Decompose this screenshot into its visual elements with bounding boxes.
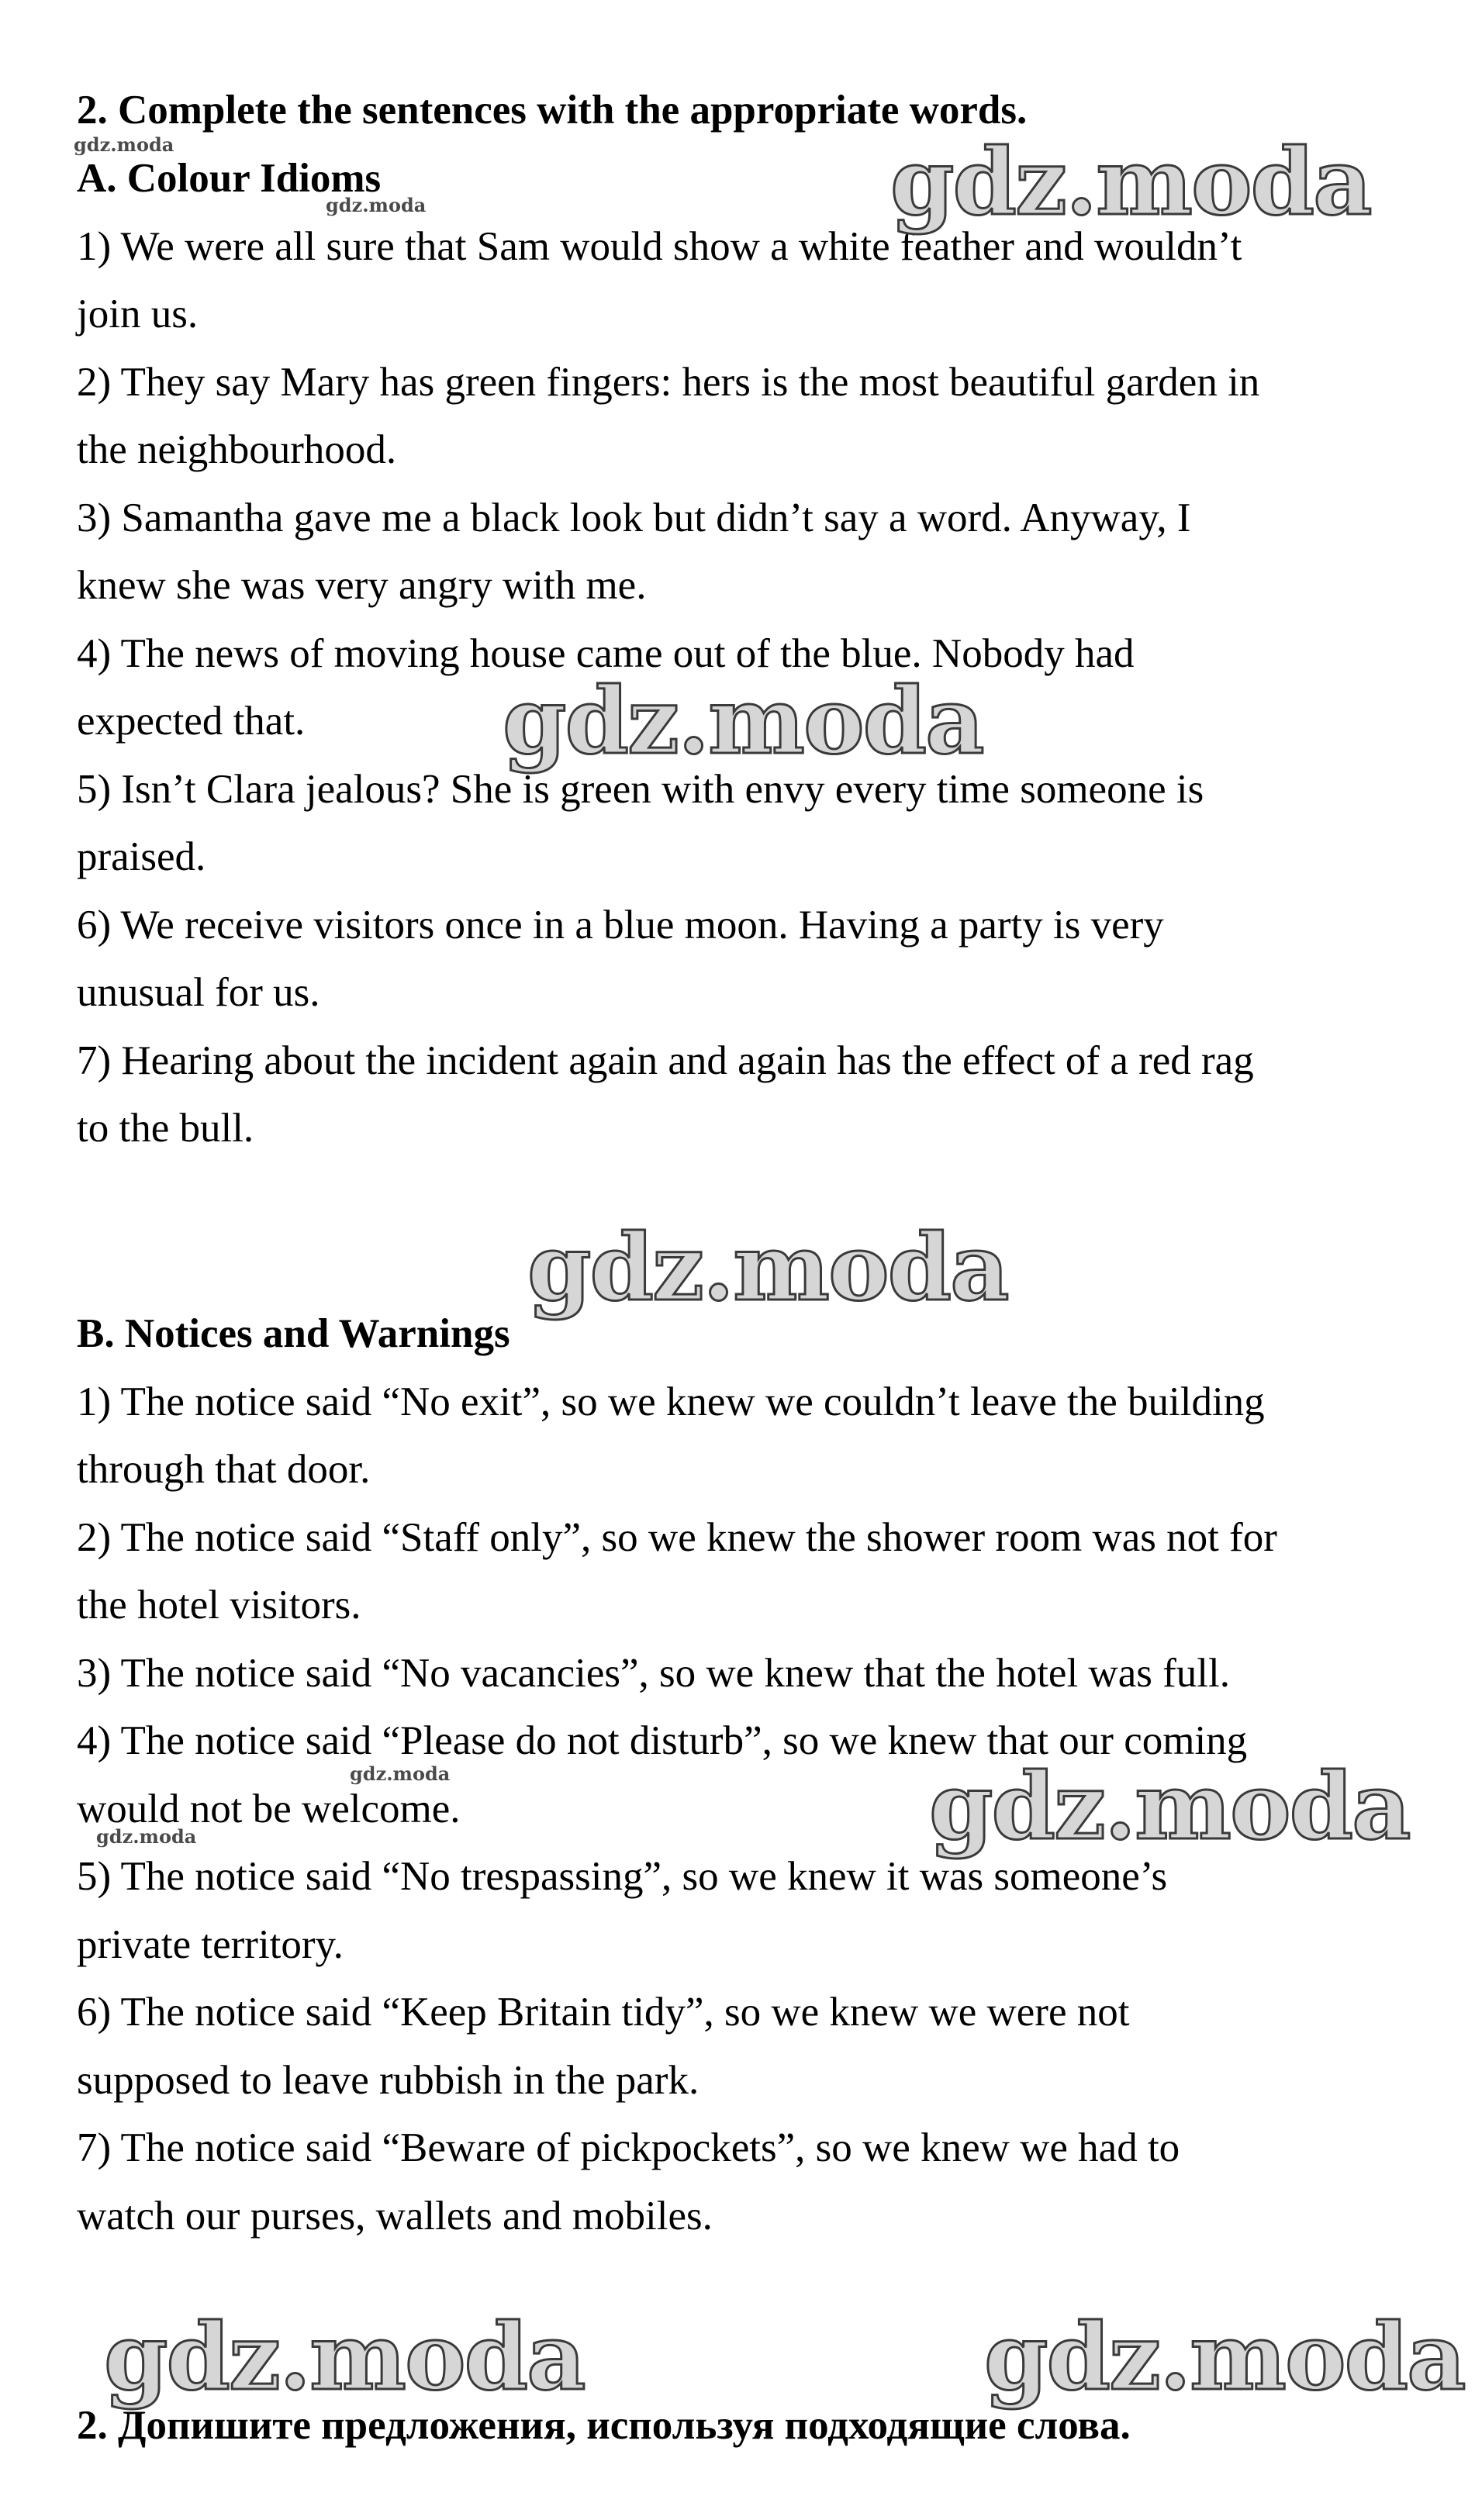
exercise-title: 2. Complete the sentences with the appropriate words. [77,88,1028,133]
section-b-line: 7) The notice said “Beware of pickpockets”, so we knew we had to [77,2125,1180,2170]
section-a-line: 1) We were all sure that Sam would show a white feather and wouldn’t [77,224,1242,269]
section-b-line: 3) The notice said “No vacancies”, so we knew that the hotel was full. [77,1651,1230,1696]
section-a-line: praised. [77,834,206,879]
section-a-line: 6) We receive visitors once in a blue moon. Having a party is very [77,903,1164,948]
section-b-line: watch our purses, wallets and mobiles. [77,2194,713,2239]
section-b-line: through that door. [77,1447,371,1492]
section-a-line: 4) The news of moving house came out of the blue. Nobody had [77,631,1135,676]
section-b-line: the hotel visitors. [77,1583,361,1628]
section-b-line: 2) The notice said “Staff only”, so we knew the shower room was not for [77,1515,1277,1560]
section-a-line: unusual for us. [77,970,320,1015]
section-a-line: 2) They say Mary has green fingers: hers is the most beautiful garden in [77,360,1260,405]
watermark: gdz.moda [929,1752,1410,1860]
section-a-line: expected that. [77,699,306,744]
section-b-heading: B. Notices and Warnings [77,1311,510,1356]
section-b-line: 5) The notice said “No trespassing”, so we knew it was someone’s [77,1854,1168,1899]
section-a-line: the neighbourhood. [77,427,397,472]
section-a-line: to the bull. [77,1106,254,1151]
section-a-line: join us. [77,292,199,337]
watermark: gdz.moda [503,667,983,775]
section-b-line: private territory. [77,1922,344,1967]
watermark: gdz.moda [527,1213,1008,1321]
section-a-line: 5) Isn’t Clara jealous? She is green with envy every time someone is [77,767,1204,812]
watermark-small: gdz.moda [326,194,427,216]
section-a-line: 3) Samantha gave me a black look but didn’t say a word. Anyway, I [77,495,1191,540]
section-b-line: 1) The notice said “No exit”, so we knew we couldn’t leave the building [77,1379,1265,1424]
watermark: gdz.moda [890,128,1371,236]
section-b-line: 4) The notice said “Please do not disturb”, so we knew that our coming [77,1718,1248,1763]
watermark: gdz.moda [984,2303,1465,2411]
watermark-small: gdz.moda [96,1825,197,1848]
section-b-line: supposed to leave rubbish in the park. [77,2058,700,2103]
watermark-small: gdz.moda [350,1762,451,1785]
footer-ru: 2. Допишите предложения, используя подходящие слова. [77,2403,1131,2448]
section-a-line: knew she was very angry with me. [77,563,647,608]
section-b-line: would not be welcome. [77,1786,461,1831]
watermark: gdz.moda [104,2303,585,2411]
watermark-small: gdz.moda [74,133,174,156]
section-b-line: 6) The notice said “Keep Britain tidy”, so we knew we were not [77,1990,1130,2035]
section-a-line: 7) Hearing about the incident again and again has the effect of a red rag [77,1038,1254,1083]
section-a-heading: A. Colour Idioms [77,156,382,201]
